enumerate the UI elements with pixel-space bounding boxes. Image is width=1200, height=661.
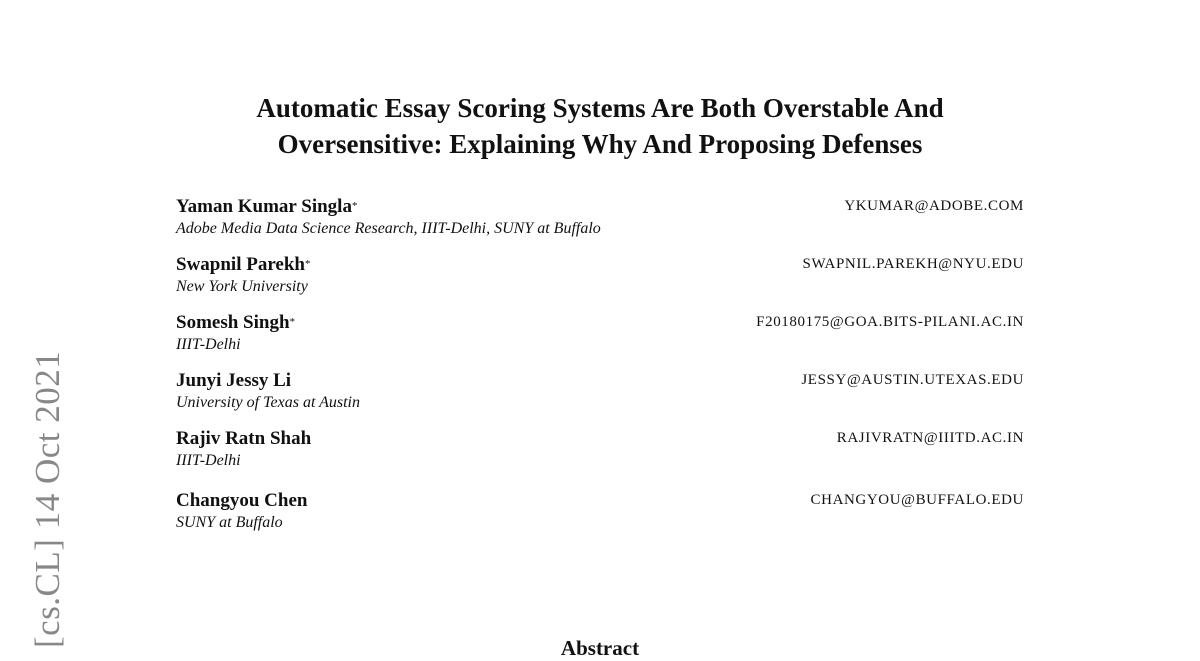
equal-contribution-mark: * [351,200,358,212]
equal-contribution-mark: * [305,258,311,270]
author-block [176,428,1024,472]
author-email: RAJIVRATN@IIITD.AC.IN [836,430,1024,446]
author-block [176,370,1024,414]
author-affiliation: University of Texas at Austin [176,394,360,411]
author-name: Yaman Kumar Singla [176,196,352,217]
author-email: SWAPNIL.PAREKH@NYU.EDU [802,256,1024,272]
author-name: Rajiv Ratn Shah [176,428,312,449]
author-name: Swapnil Parekh [176,254,305,275]
author-block [176,312,1024,356]
equal-contribution-mark: * [289,316,296,328]
author-email: CHANGYOU@BUFFALO.EDU [810,492,1024,508]
author-block [176,490,1024,534]
author-email: JESSY@AUSTIN.UTEXAS.EDU [801,372,1024,388]
author-affiliation: SUNY at Buffalo [176,514,283,531]
author-affiliation: IIIT-Delhi [176,336,241,353]
author-name: Junyi Jessy Li [176,370,292,391]
author-name: Somesh Singh [176,312,290,333]
author-name: Changyou Chen [176,490,308,511]
author-affiliation: Adobe Media Data Science Research, IIIT-Delhi, SUNY at Buffalo [176,220,601,237]
author-affiliation: New York University [176,278,308,295]
author-block [176,196,1024,240]
author-email: YKUMAR@ADOBE.COM [844,198,1024,214]
author-email: F20180175@GOA.BITS-PILANI.AC.IN [756,314,1024,330]
author-block [176,254,1024,298]
abstract-heading: Abstract [560,636,640,660]
title-line-1: Automatic Essay Scoring Systems Are Both Overstable And [256,93,944,123]
author-affiliation: IIIT-Delhi [176,452,241,469]
title-line-2: Oversensitive: Explaining Why And Proposing Defenses [277,129,923,159]
arxiv-stamp: [cs.CL] 14 Oct 2021 [28,350,67,648]
paper-title [150,90,1050,162]
